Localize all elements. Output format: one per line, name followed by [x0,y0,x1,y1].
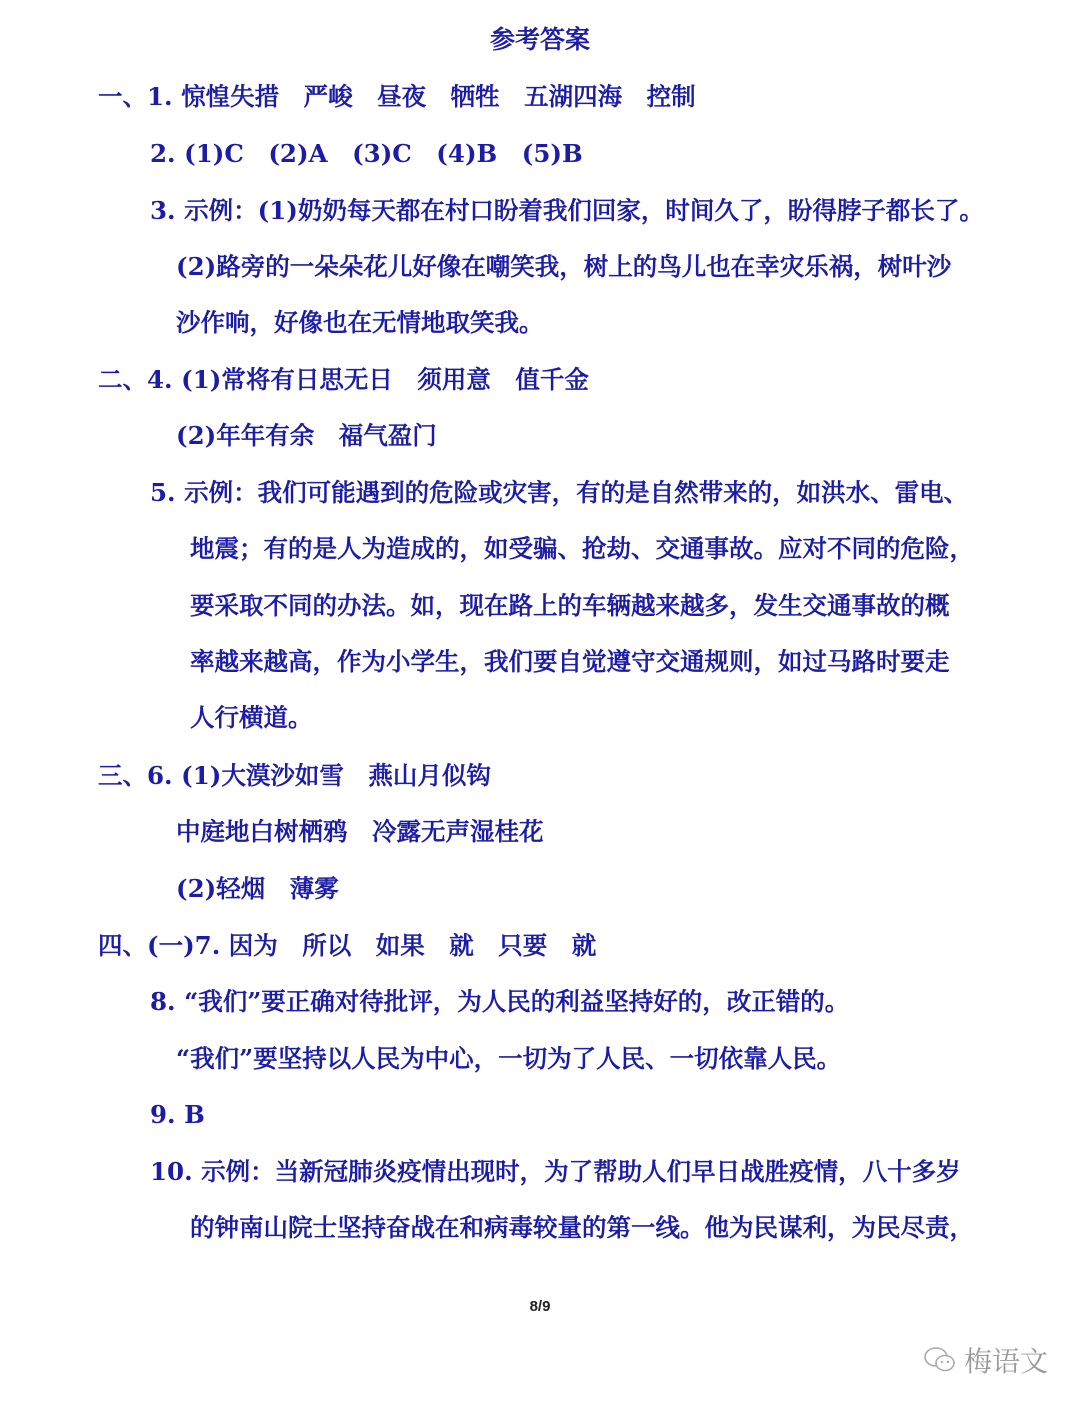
watermark [922,1340,1048,1380]
answer-line: 人行横道。 [190,703,313,732]
answer-line: “我们”要坚持以人民为中心，一切为了人民、一切依靠人民。 [176,1044,842,1073]
answer-line: 5. 示例：我们可能遇到的危险或灾害，有的是自然带来的，如洪水、雷电、 [150,478,969,507]
watermark-text: 梅语文 [964,1345,1049,1378]
answer-line: (2)年年有余 福气盈门 [176,421,437,450]
wechat-icon [922,1344,958,1376]
answer-line: 中庭地白树栖鸦 冷露无声湿桂花 [176,817,544,846]
document-title: 参考答案 [489,25,590,54]
answer-line: 3. 示例：(1)奶奶每天都在村口盼着我们回家，时间久了，盼得脖子都长了。 [150,196,984,225]
answer-line: (2)轻烟 薄雾 [176,874,339,903]
answer-line: 一、1. 惊惶失措 严峻 昼夜 牺牲 五湖四海 控制 [98,82,696,111]
answer-line: 四、(一)7. 因为 所以 如果 就 只要 就 [98,931,597,960]
answer-line: 的钟南山院士坚持奋战在和病毒较量的第一线。他为民谋利，为民尽责， [190,1213,974,1242]
answer-line: 沙作响，好像也在无情地取笑我。 [176,308,544,337]
answer-line: 9. B [150,1100,205,1129]
answer-line: 三、6. (1)大漠沙如雪 燕山月似钩 [98,761,491,790]
page-number: 8/9 [529,1298,551,1315]
answer-line: 8. “我们”要正确对待批评，为人民的利益坚持好的，改正错的。 [150,987,850,1016]
answer-line: 2. (1)C (2)A (3)C (4)B (5)B [150,139,583,168]
answer-line: 率越来越高，作为小学生，我们要自觉遵守交通规则，如过马路时要走 [190,647,950,676]
answer-line: 10. 示例：当新冠肺炎疫情出现时，为了帮助人们早日战胜疫情，八十多岁 [150,1157,961,1186]
answer-line: 二、4. (1)常将有日思无日 须用意 值千金 [98,365,589,394]
answer-line: (2)路旁的一朵朵花儿好像在嘲笑我，树上的鸟儿也在幸灾乐祸，树叶沙 [176,252,952,281]
answer-line: 地震；有的是人为造成的，如受骗、抢劫、交通事故。应对不同的危险， [190,534,974,563]
answer-line: 要采取不同的办法。如，现在路上的车辆越来越多，发生交通事故的概 [190,591,950,620]
